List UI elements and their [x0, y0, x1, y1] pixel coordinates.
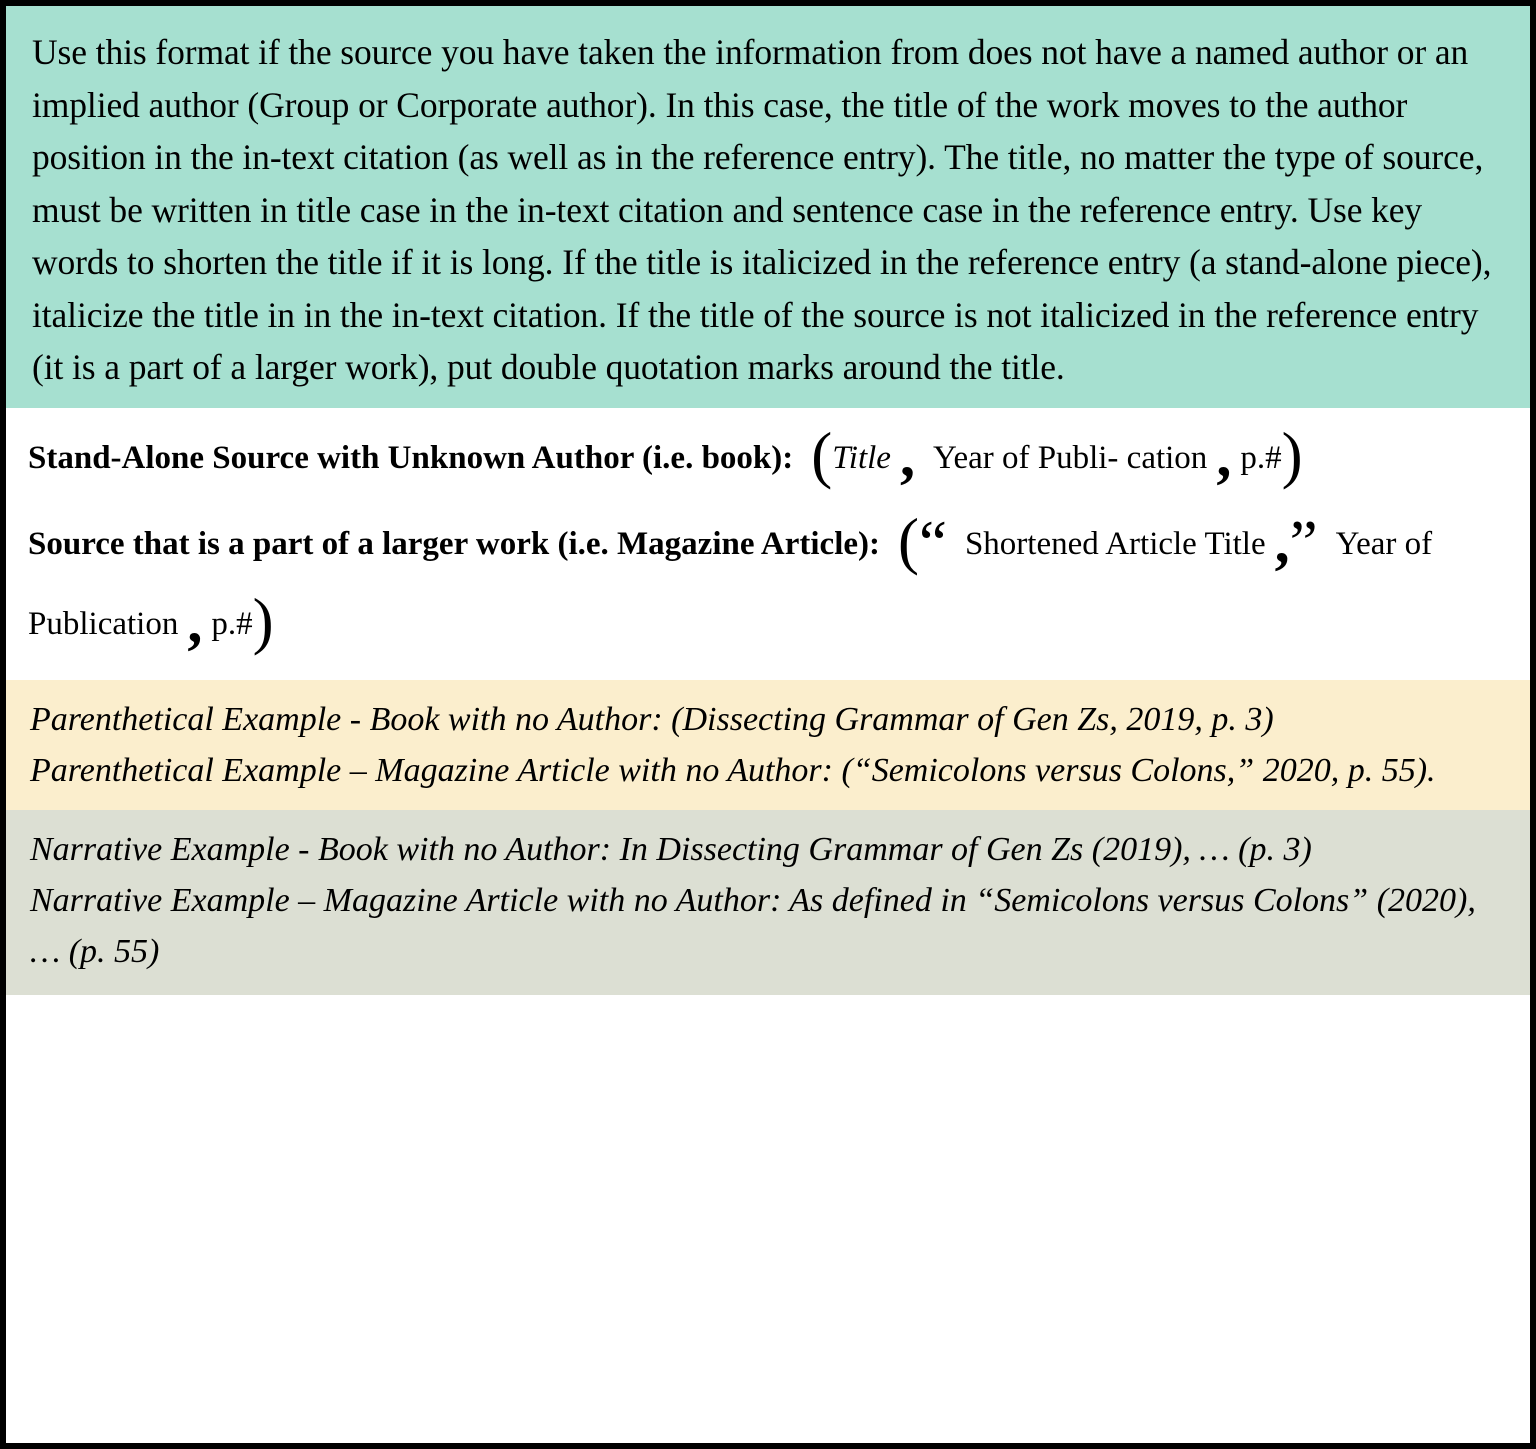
format-templates-section — [6, 408, 1530, 680]
narrative-examples-section — [6, 810, 1530, 995]
open-paren-glyph: ( — [898, 505, 919, 576]
format-stand-alone-page: p.# — [1240, 439, 1282, 476]
format-stand-alone-year-cont: cation — [1126, 439, 1208, 476]
close-quote-glyph: ” — [1289, 507, 1318, 578]
format-larger-work-page: p.# — [211, 605, 253, 642]
format-stand-alone-year: Year of Publi- — [932, 439, 1119, 476]
format-larger-work-year: Year of Publication — [28, 525, 1433, 642]
explanation-section — [6, 6, 1530, 408]
format-part-of-larger-work — [28, 504, 1508, 664]
comma-glyph-2: , — [187, 588, 203, 655]
format-stand-alone-source — [28, 418, 1508, 498]
parenthetical-examples-section — [6, 680, 1530, 810]
format-larger-work-title-placeholder: Shortened — [964, 525, 1099, 562]
close-paren-glyph: ) — [252, 585, 274, 656]
format-stand-alone-label: Stand-Alone Source with Unknown Author (i.e. book): — [28, 439, 794, 476]
explanation-paragraph: Use this format if the source you have taken the information from does not have a named author or an implied author (Group or Corporate author). In this case, the title of the work moves to the author position in the in-text citation (as well as in the reference entry). The title, no matter the type of source, must be written in title case in the in-text citation and sentence case in the reference entry. Use key words to shorten the title if it is long. If the title is italicized in the reference entry (a stand-alone piece), italicize the title in in the in-text citation. If the title of the source is not italicized in the reference entry (it is a part of a larger work), put double quotation marks around the title. — [32, 32, 1492, 387]
format-larger-work-label: Source that is a part of a larger work (i.e. Magazine Article): — [28, 525, 880, 562]
open-paren-glyph: ( — [811, 419, 833, 490]
parenthetical-example-magazine: Parenthetical Example – Magazine Article with no Author: (“Semicolons versus Colons,” 2020, p. 55). — [30, 751, 1436, 789]
narrative-example-magazine: Narrative Example – Magazine Article with no Author: As defined in “Semicolons versus Colons” (2020), … (p. 55) — [30, 881, 1476, 970]
comma-glyph-1: , — [899, 422, 915, 489]
format-stand-alone-title-placeholder: Title — [832, 439, 891, 476]
open-quote-glyph: “ — [918, 507, 947, 578]
comma-glyph-2: , — [1216, 422, 1232, 489]
format-larger-work-title-placeholder-cont: Article Title — [1105, 525, 1266, 562]
close-paren-glyph: ) — [1281, 419, 1303, 490]
narrative-example-book: Narrative Example - Book with no Author: In Dissecting Grammar of Gen Zs (2019), … (p. 3) — [30, 830, 1312, 868]
parenthetical-example-book: Parenthetical Example - Book with no Author: (Dissecting Grammar of Gen Zs, 2019, p. 3) — [30, 700, 1274, 738]
comma-glyph-1: , — [1274, 508, 1290, 575]
